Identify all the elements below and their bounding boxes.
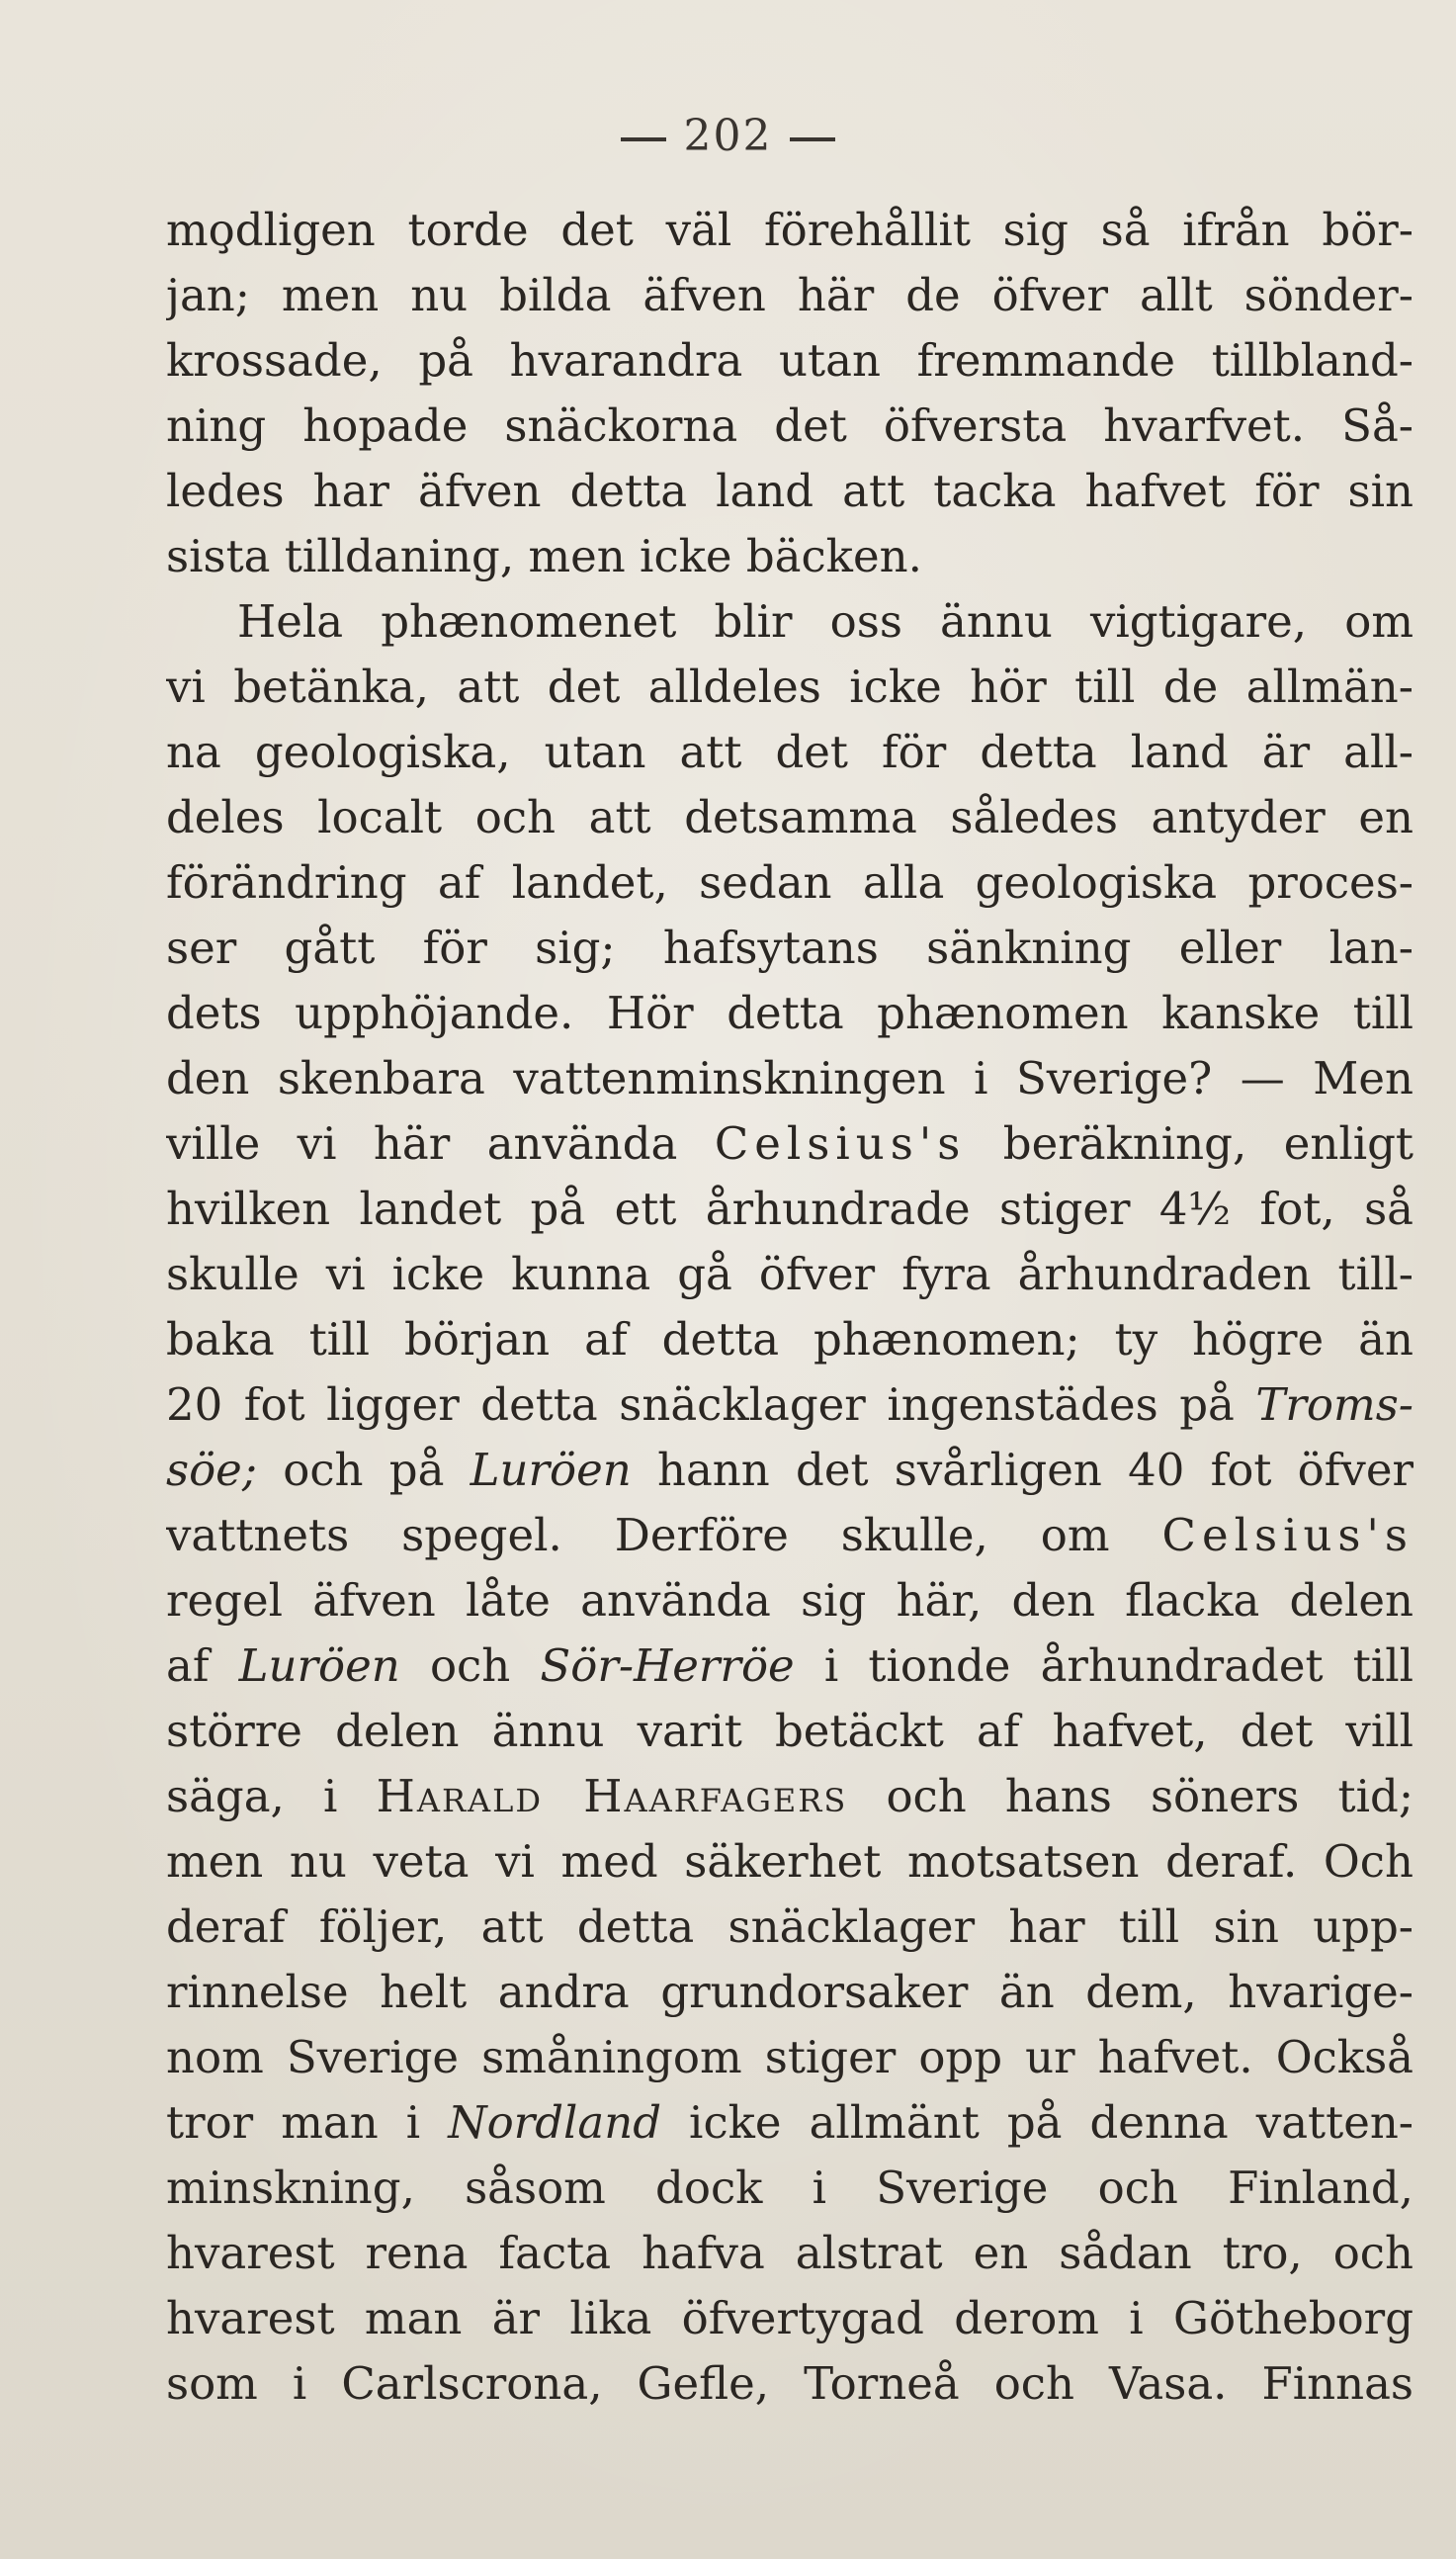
text-segment: deraf följer, att detta snäcklager har till sin upp- [166,1900,1413,1953]
text-line [166,459,1413,524]
text-segment: den skenbara vattenminskningen i Sverige? — Men [166,1052,1413,1104]
text-segment: na geologiska, utan att det för detta land är all- [166,726,1413,778]
text-line [166,2221,1413,2286]
text-line [166,1438,1413,1503]
text-line [166,2090,1413,2156]
text-segment: jan; men nu bilda äfven här de öfver allt sönder- [166,269,1413,321]
text-segment: större delen ännu varit betäckt af hafvet, det vill [166,1705,1413,1757]
text-line [166,589,1413,655]
text-segment: tror man i [166,2096,449,2149]
text-segment: sista tilldaning, men icke bäcken. [166,530,922,582]
text-segment: men nu veta vi med säkerhet motsatsen deraf. Och [166,1835,1413,1888]
text-line [166,1111,1413,1177]
text-segment: hann det svårligen 40 fot öfver [631,1444,1413,1496]
text-line [166,1633,1413,1699]
text-segment: och hans söners tid; [847,1770,1413,1822]
text-segment: regel äfven låte använda sig här, den flacka delen [166,1574,1413,1627]
text-segment: Nordland [448,2096,662,2149]
text-line [166,1503,1413,1568]
text-line [166,1307,1413,1372]
text-line [166,1372,1413,1438]
text-segment: och på [256,1444,471,1496]
text-segment: dets upphöjande. Hör detta phænomen kanske till [166,987,1413,1039]
text-line [166,850,1413,916]
text-segment: baka till början af detta phænomen; ty högre än [166,1313,1413,1366]
text-line [166,2025,1413,2090]
text-line [166,2351,1413,2417]
right-dash [790,137,835,141]
text-segment: af [166,1639,239,1692]
text-segment: söe; [166,1444,257,1496]
text-line [166,981,1413,1046]
text-segment: ville vi här använda [166,1117,715,1170]
text-segment: hvilken landet på ett århundrade stiger 4½ fot, så [166,1183,1413,1235]
text-line [166,263,1413,328]
text-segment: ning hopade snäckorna det öfversta hvarfvet. Så- [166,399,1413,452]
page-number: 202 [683,111,773,161]
text-line [166,1177,1413,1242]
text-segment: Troms- [1255,1378,1413,1431]
text-segment: Luröen [470,1444,632,1496]
text-line [166,1699,1413,1764]
text-segment: säga, i [166,1770,377,1822]
text-line [166,2286,1413,2351]
text-segment: i tionde århundradet till [794,1639,1413,1692]
text-segment: ledes har äfven detta land att tacka hafvet för sin [166,465,1413,517]
text-segment: vattnets spegel. Derföre skulle, om [166,1509,1162,1561]
text-line [166,524,1413,589]
text-segment: beräkning, enligt [966,1117,1413,1170]
text-segment: Luröen [238,1639,400,1692]
text-segment: deles localt och att detsamma således antyder en [166,791,1413,843]
text-segment: ser gått för sig; hafsytans sänkning eller lan- [166,922,1413,974]
text-segment: som i Carlscrona, Gefle, Torneå och Vasa. Finnas [166,2357,1413,2410]
text-segment: Celsius's [714,1117,967,1170]
text-segment: krossade, på hvarandra utan fremmande tillbland- [166,334,1413,387]
text-segment: minskning, såsom dock i Sverige och Finland, [166,2162,1413,2214]
text-line [166,1895,1413,1960]
text-line [166,916,1413,981]
text-line [166,1960,1413,2025]
text-segment: skulle vi icke kunna gå öfver fyra århundraden till- [166,1248,1413,1300]
text-line [166,1242,1413,1307]
text-segment: icke allmänt på denna vatten- [661,2096,1413,2149]
text-line [166,1764,1413,1829]
text-line [166,720,1413,785]
text-line [166,394,1413,459]
text-segment: hvarest rena facta hafva alstrat en sådan tro, och [166,2227,1413,2279]
text-line [166,1568,1413,1633]
text-line [166,1829,1413,1895]
body-text [166,198,1413,2417]
text-segment: Harald Haarfagers [376,1770,848,1822]
text-segment: Celsius's [1161,1509,1413,1561]
text-line [166,655,1413,720]
text-segment: hvarest man är lika öfvertygad derom i Götheborg [166,2292,1413,2344]
text-segment: rinnelse helt andra grundorsaker än dem, hvarige- [166,1966,1413,2018]
text-segment: och [399,1639,541,1692]
text-segment: nom Sverige småningom stiger opp ur hafvet. Också [166,2031,1413,2083]
text-line [166,785,1413,850]
text-line [166,2156,1413,2221]
page-number-header [0,111,1456,161]
text-segment: mo̧dligen torde det väl förehållit sig så ifrån bör- [166,204,1413,256]
text-segment: förändring af landet, sedan alla geologiska proces- [166,856,1413,909]
text-segment: 20 fot ligger detta snäcklager ingenstädes på [166,1378,1256,1431]
left-dash [621,137,666,141]
text-line [166,1046,1413,1111]
text-segment: vi betänka, att det alldeles icke hör till de allmän- [166,661,1413,713]
text-line [166,198,1413,263]
text-segment: Sör-Herröe [540,1639,795,1692]
text-segment: Hela phænomenet blir oss ännu vigtigare, om [237,595,1413,648]
text-line [166,328,1413,394]
